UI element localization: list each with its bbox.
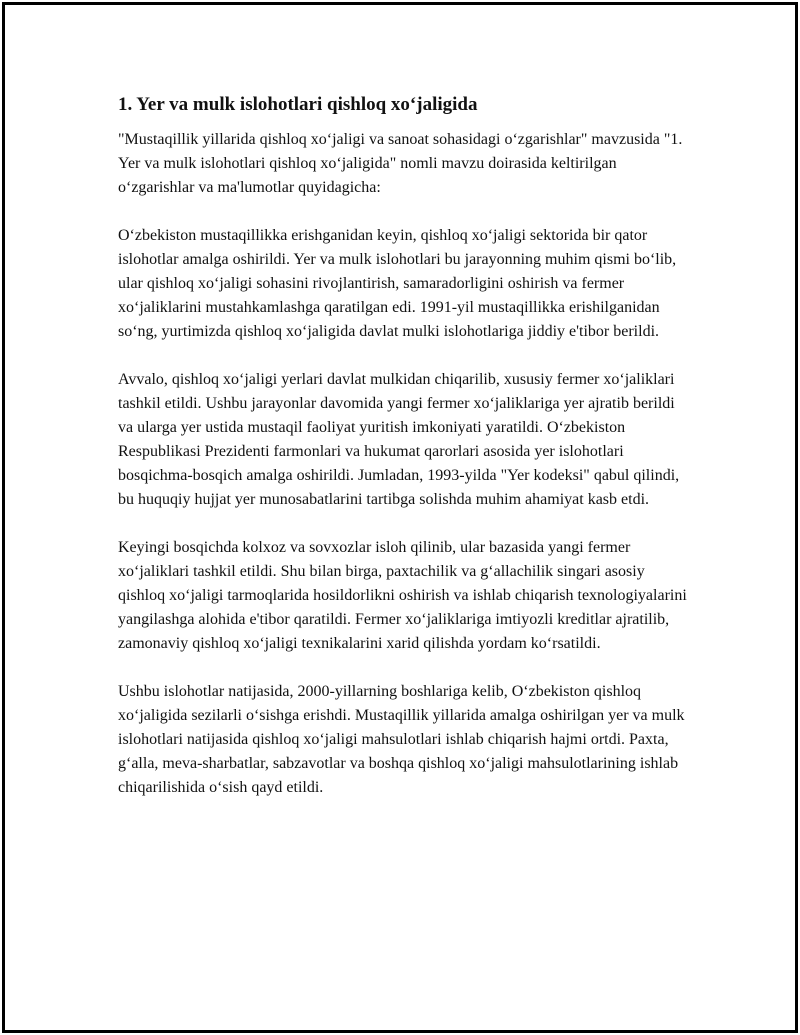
section-heading: 1. Yer va mulk islohotlari qishloq xoʻjaligida [118, 94, 478, 115]
paragraph-intro: "Mustaqillik yillarida qishloq xoʻjaligi va sanoat sohasidagi oʻzgarishlar" mavzusida "1. Yer va mulk islohotlari qishloq xoʻjaligida" nomli mavzu doirasida keltirilgan oʻzgarishlar va ma'lumotlar quyidagicha: [118, 131, 683, 196]
paragraph-private-farms: Avvalo, qishloq xoʻjaligi yerlari davlat mulkidan chiqarilib, xususiy fermer xoʻjaliklari tashkil etildi. Ushbu jarayonlar davomida yangi fermer xoʻjaliklariga yer ajratib berildi va ularga yer ustida mustaqil faoliyat yuritish imkoniyati yaratildi. Oʻzbekiston Respublikasi Prezidenti farmonlari va hukumat qarorlari asosida yer islohotlari bosqichma-bosqich amalga oshirildi. Jumladan, 1993-yilda "Yer kodeksi" qabul qilindi, bu huquqiy hujjat yer munosabatlarini tartibga solishda muhim ahamiyat kasb etdi. [118, 371, 680, 508]
document-body [118, 92, 690, 824]
paragraph-independence-reforms: Oʻzbekiston mustaqillikka erishganidan keyin, qishloq xoʻjaligi sektorida bir qator islohotlar amalga oshirildi. Yer va mulk islohotlari bu jarayonning muhim qismi boʻlib, ular qishloq xoʻjaligi sohasini rivojlantirish, samaradorligini oshirish va fermer xoʻjaliklarini mustahkamlashga qaratilgan edi. 1991-yil mustaqillikka erishilganidan soʻng, yurtimizda qishloq xoʻjaligida davlat mulki islohotlariga jiddiy e'tibor berildi. [118, 227, 677, 340]
paragraph-results: Ushbu islohotlar natijasida, 2000-yillarning boshlariga kelib, Oʻzbekiston qishloq xoʻjaligida sezilarli oʻsishga erishdi. Mustaqillik yillarida amalga oshirilgan yer va mulk islohotlari natijasida qishloq xoʻjaligi mahsulotlari ishlab chiqarish hajmi ortdi. Paxta, gʻalla, meva-sharbatlar, sabzavotlar va boshqa qishloq xoʻjaligi mahsulotlarining ishlab chiqarilishida oʻsish qayd etildi. [118, 683, 685, 796]
paragraph-kolkhoz-reform: Keyingi bosqichda kolxoz va sovxozlar isloh qilinib, ular bazasida yangi fermer xoʻjaliklari tashkil etildi. Shu bilan birga, paxtachilik va gʻallachilik singari asosiy qishloq xoʻjaligi tarmoqlarida hosildorlikni oshirish va ishlab chiqarish texnologiyalarini yangilashga alohida e'tibor qaratildi. Fermer xoʻjaliklariga imtiyozli kreditlar ajratilib, zamonaviy qishloq xoʻjaligi texnikalarini xarid qilishda yordam koʻrsatildi. [118, 539, 687, 652]
